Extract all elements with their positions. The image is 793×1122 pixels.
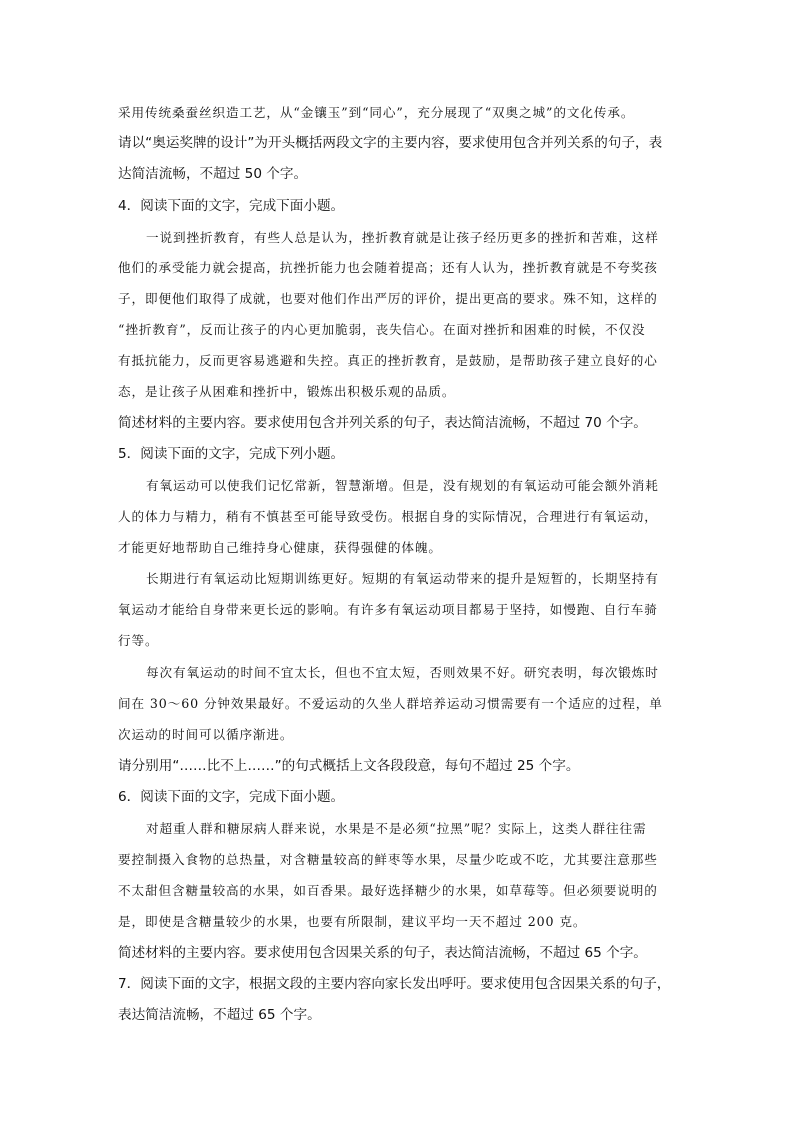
question-prompt: 达简洁流畅，不超过 50 个字。 [118, 166, 308, 182]
question-heading: 7．阅读下面的文字，根据文段的主要内容向家长发出呼吁。要求使用包含因果关系的句子， [118, 976, 671, 992]
question-prompt: 请以“奥运奖牌的设计”为开头概括两段文字的主要内容，要求使用包含并列关系的句子，表 [118, 135, 663, 151]
passage-line: 不太甜但含糖量较高的水果，如百香果。最好选择糖少的水果，如草莓等。但必须要说明的 [118, 883, 658, 898]
passage-line: 是，即使是含糖量较少的水果，也要有所限制，建议平均一天不超过 200 克。 [118, 914, 587, 929]
passage-line: 他们的承受能力就会提高，抗挫折能力也会随着提高；还有人认为，挫折教育就是不夸奖孩 [118, 260, 658, 275]
passage-line: 要控制摄入食物的总热量，对含糖量较高的鲜枣等水果，尽量少吃或不吃，尤其要注意那些 [118, 852, 658, 867]
question-prompt: 表达简洁流畅，不超过 65 个字。 [118, 1007, 321, 1023]
passage-line: 对超重人群和糖尿病人群来说，水果是不是必须“拉黑”呢？实际上，这类人群往往需 [146, 821, 647, 836]
passage-line: “挫折教育”，反而让孩子的内心更加脆弱，丧失信心。在面对挫折和困难的时候，不仅没 [118, 322, 646, 337]
passage-line: 间在 30～60 分钟效果最好。不爱运动的久坐人群培养运动习惯需要有一个适应的过程，单 [118, 696, 663, 711]
passage-line: 才能更好地帮助自己维持身心健康，获得强健的体魄。 [118, 540, 442, 555]
passage-line: 一说到挫折教育，有些人总是认为，挫折教育就是让孩子经历更多的挫折和苦难，这样 [146, 230, 659, 245]
passage-line: 每次有氧运动的时间不宜太长，但也不宜太短，否则效果不好。研究表明，每次锻炼时 [146, 665, 659, 680]
passage-line: 有抵抗能力，反而更容易逃避和失控。真正的挫折教育，是鼓励，是帮助孩子建立良好的心 [118, 353, 658, 368]
passage-line: 子，即便他们取得了成就，也要对他们作出严厉的评价，提出更高的要求。殊不知，这样的 [118, 291, 658, 306]
passage-line: 人的体力与精力，稍有不慎甚至可能导致受伤。根据自身的实际情况，合理进行有氧运动， [118, 509, 658, 524]
text-line: 采用传统桑蚕丝织造工艺，从“金镶玉”到“同心”，充分展现了“双奥之城”的文化传承。 [118, 105, 635, 120]
passage-line: 长期进行有氧运动比短期训练更好。短期的有氧运动带来的提升是短暂的，长期坚持有 [146, 571, 659, 586]
question-prompt: 简述材料的主要内容。要求使用包含因果关系的句子，表达简洁流畅，不超过 65 个字。 [118, 945, 647, 961]
passage-line: 有氧运动可以使我们记忆常新，智慧渐增。但是，没有规划的有氧运动可能会额外消耗 [146, 478, 659, 493]
passage-line: 氧运动才能给自身带来更长远的影响。有许多有氧运动项目都易于坚持，如慢跑、自行车骑 [118, 602, 658, 617]
question-heading: 4．阅读下面的文字，完成下面小题。 [118, 198, 345, 214]
question-prompt: 简述材料的主要内容。要求使用包含并列关系的句子，表达简洁流畅，不超过 70 个字。 [118, 415, 647, 431]
question-heading: 5．阅读下面的文字，完成下列小题。 [118, 446, 345, 462]
passage-line: 行等。 [118, 633, 159, 648]
passage-line: 次运动的时间可以循序渐进。 [118, 727, 294, 742]
question-heading: 6．阅读下面的文字，完成下面小题。 [118, 789, 345, 805]
passage-line: 态，是让孩子从困难和挫折中，锻炼出积极乐观的品质。 [118, 384, 456, 399]
question-prompt: 请分别用“……比不上……”的句式概括上文各段段意，每句不超过 25 个字。 [118, 758, 580, 774]
